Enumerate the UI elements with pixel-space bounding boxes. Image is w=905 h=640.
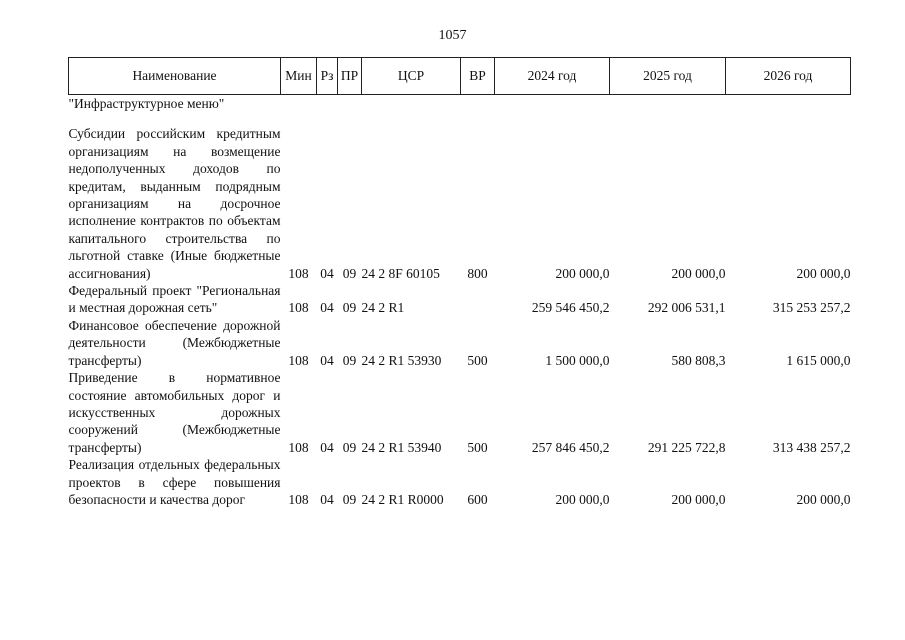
row-min: 108: [288, 300, 309, 316]
page-number: 1057: [438, 28, 467, 43]
row-2025: 291 225 722,8: [647, 439, 726, 455]
row-pr: 09: [342, 265, 357, 281]
row-2026: 200 000,0: [796, 491, 851, 507]
header-min: Мин: [281, 58, 317, 95]
continuation-row: [69, 95, 851, 126]
continuation-text: "Инфраструктурное меню": [68, 96, 225, 111]
row-min: 108: [288, 439, 309, 455]
row-min: 108: [288, 265, 309, 281]
header-2026: 2026 год: [726, 58, 851, 95]
row-vr: [461, 282, 495, 317]
row-2026: 315 253 257,2: [772, 300, 851, 316]
row-2024: 257 846 450,2: [531, 439, 610, 455]
row-vr: 600: [467, 491, 488, 507]
table-row: [69, 456, 851, 508]
row-2025: 292 006 531,1: [647, 300, 726, 316]
header-vr: ВР: [461, 58, 495, 95]
row-pr: 09: [342, 491, 357, 507]
row-name: Реализация отдельных федеральных проектов в сфере повышения безопасности и качества дорог: [68, 457, 281, 507]
row-2025: 200 000,0: [671, 265, 726, 281]
row-rz: 04: [320, 265, 334, 281]
row-name: Приведение в нормативное состояние автомобильных дорог и искусственных дорожных сооружений (Межбюджетные трансферты): [68, 370, 281, 455]
row-csr: 24 2 R1 53930: [361, 352, 442, 368]
header-name: Наименование: [69, 58, 281, 95]
table-row: [69, 125, 851, 282]
header-2024: 2024 год: [495, 58, 610, 95]
row-rz: 04: [320, 439, 334, 455]
row-csr: 24 2 R1 R0000: [361, 491, 444, 507]
row-vr: 500: [467, 439, 488, 455]
row-pr: 09: [342, 352, 357, 368]
header-rz: Рз: [317, 58, 338, 95]
row-pr: 09: [342, 300, 357, 316]
row-2024: 200 000,0: [555, 265, 610, 281]
row-min: 108: [288, 491, 309, 507]
row-name: Субсидии российским кредитным организациям на возмещение недополученных доходов по кредитам, выданным подрядным организациям на досрочное исполнение контрактов по объектам капитального строительства по льготной ставке (Иные бюджетные ассигнования): [68, 126, 281, 281]
header-csr: ЦСР: [362, 58, 461, 95]
row-rz: 04: [320, 352, 334, 368]
budget-table: [68, 57, 851, 508]
row-2026: 1 615 000,0: [786, 352, 851, 368]
row-2024: 1 500 000,0: [545, 352, 610, 368]
table-row: [69, 317, 851, 369]
row-rz: 04: [320, 300, 334, 316]
table-row: [69, 282, 851, 317]
row-csr: 24 2 R1: [361, 300, 405, 316]
header-2025: 2025 год: [610, 58, 726, 95]
row-2026: 313 438 257,2: [772, 439, 851, 455]
row-pr: 09: [342, 439, 357, 455]
row-vr: 500: [467, 352, 488, 368]
row-csr: 24 2 R1 53940: [361, 439, 442, 455]
row-2025: 580 808,3: [671, 352, 726, 368]
row-csr: 24 2 8F 60105: [361, 265, 440, 281]
row-2024: 259 546 450,2: [531, 300, 610, 316]
row-rz: 04: [320, 491, 334, 507]
table-header-row: [69, 58, 851, 95]
row-2025: 200 000,0: [671, 491, 726, 507]
row-name: Финансовое обеспечение дорожной деятельности (Межбюджетные трансферты): [68, 317, 281, 368]
header-pr: ПР: [338, 58, 362, 95]
table-row: [69, 369, 851, 456]
row-2024: 200 000,0: [555, 491, 610, 507]
row-vr: 800: [467, 265, 488, 281]
row-name: Федеральный проект "Региональная и местная дорожная сеть": [68, 283, 281, 316]
row-min: 108: [288, 352, 309, 368]
row-2026: 200 000,0: [796, 265, 851, 281]
